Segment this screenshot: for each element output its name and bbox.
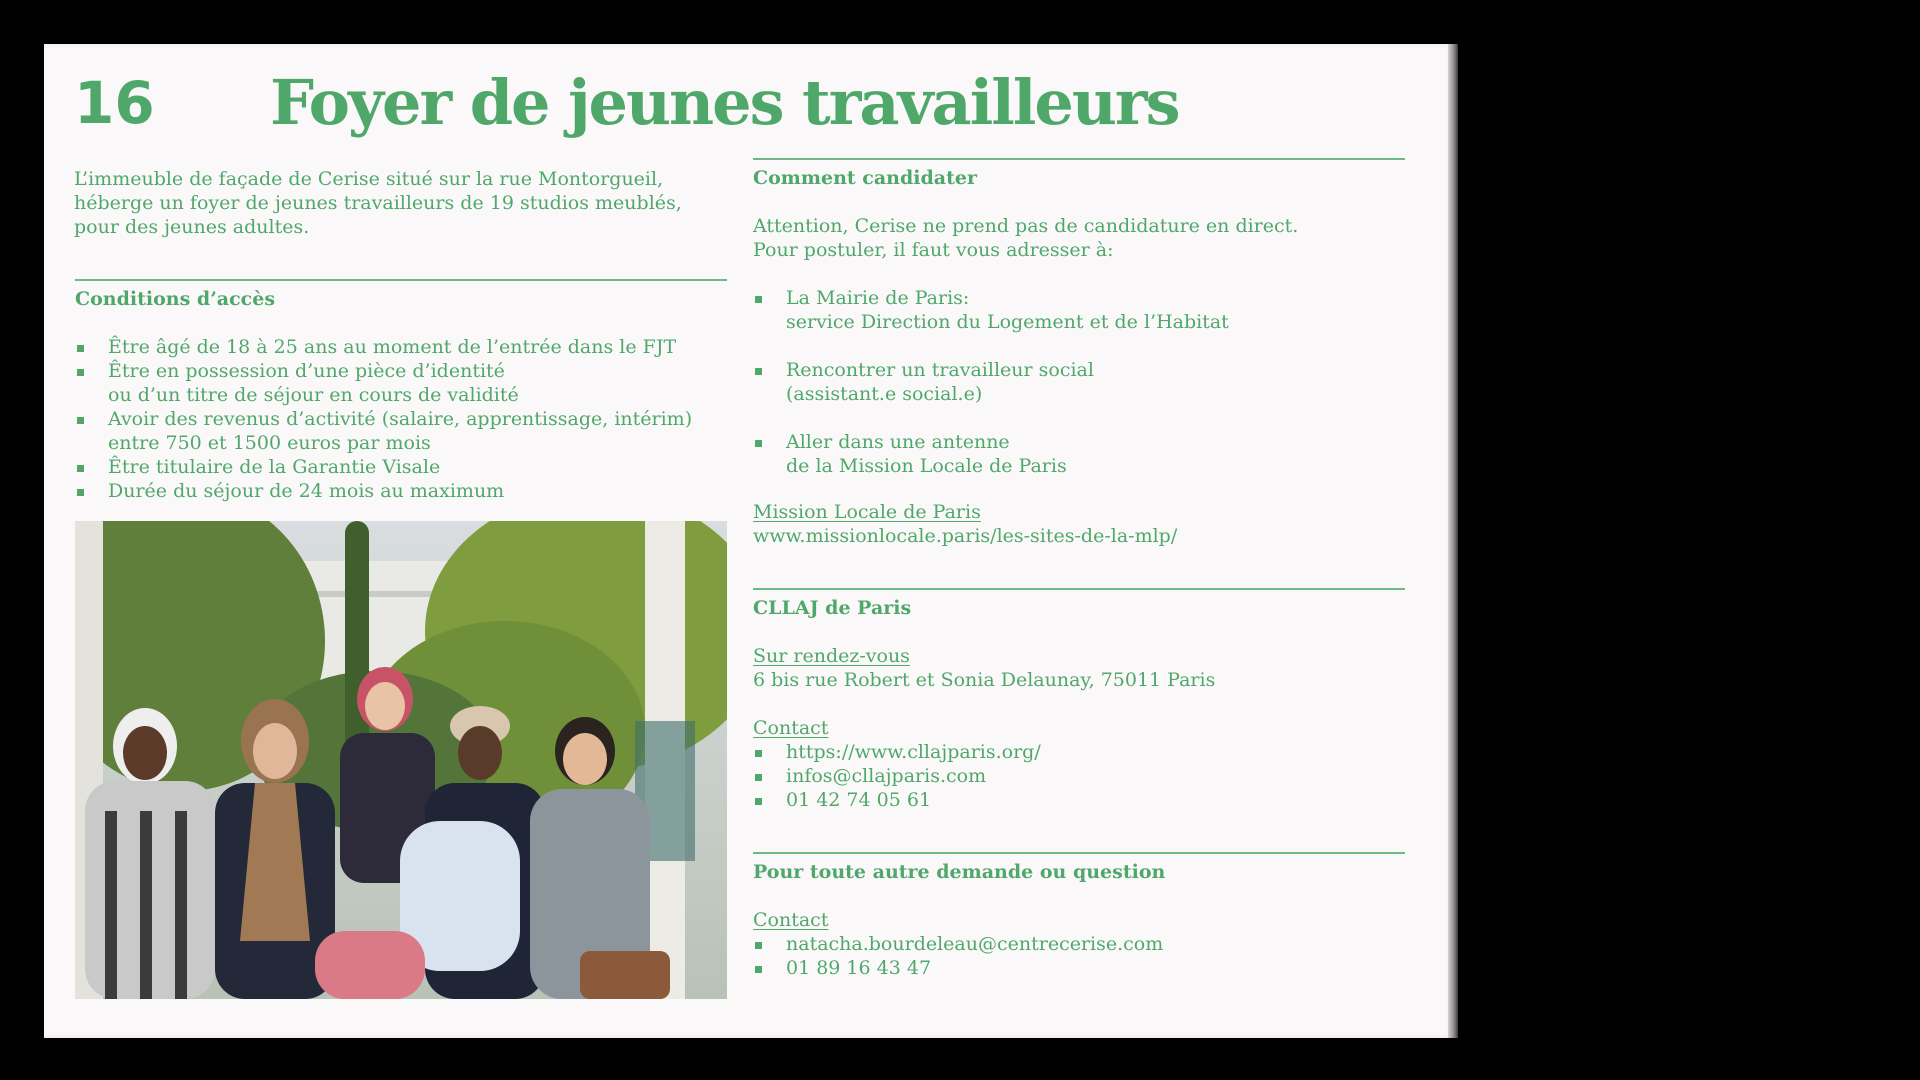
apply-heading: Comment candidater: [753, 167, 977, 189]
list-item: [753, 286, 1413, 334]
contact-link[interactable]: Contact: [753, 909, 829, 931]
apply-notice-line: Pour postuler, il faut vous adresser à:: [753, 239, 1114, 261]
cllaj-address: 6 bis rue Robert et Sonia Delaunay, 75011 Paris: [753, 669, 1216, 691]
conditions-list: [75, 335, 735, 503]
email-link[interactable]: infos@cllajparis.com: [786, 765, 987, 787]
intro-line: pour des jeunes adultes.: [74, 216, 310, 238]
divider-cllaj: [753, 588, 1405, 590]
list-item-line: Durée du séjour de 24 mois au maximum: [108, 480, 505, 502]
list-item: [75, 455, 735, 479]
divider-other: [753, 852, 1405, 854]
list-item-line: (assistant.e social.e): [786, 383, 983, 405]
list-item: [75, 407, 735, 455]
list-item: [75, 359, 735, 407]
other-heading: Pour toute autre demande ou question: [753, 861, 1166, 883]
apply-notice: [753, 214, 1298, 262]
list-item-line: Rencontrer un travailleur social: [786, 359, 1094, 381]
appointment-link[interactable]: Sur rendez-vous: [753, 645, 910, 667]
list-item-line: ou d’un titre de séjour en cours de validité: [108, 384, 519, 406]
mission-locale-url[interactable]: www.missionlocale.paris/les-sites-de-la-mlp/: [753, 525, 1178, 547]
contact-link[interactable]: Contact: [753, 717, 829, 739]
intro-line: L’immeuble de façade de Cerise situé sur la rue Montorgueil,: [74, 168, 664, 190]
list-item[interactable]: [753, 932, 1413, 956]
list-item-line: service Direction du Logement et de l’Habitat: [786, 311, 1229, 333]
page-edge: [1448, 44, 1458, 1038]
list-item-line: La Mairie de Paris:: [786, 287, 970, 309]
mission-locale-block: [753, 500, 1177, 548]
page-title: Foyer de jeunes travailleurs: [270, 66, 1179, 139]
group-photo: [75, 521, 727, 999]
list-item-line: Aller dans une antenne: [786, 431, 1010, 453]
list-item[interactable]: [753, 956, 1413, 980]
website-link[interactable]: https://www.cllajparis.org/: [786, 741, 1041, 763]
conditions-heading: Conditions d’accès: [75, 288, 276, 310]
list-item: [753, 358, 1413, 406]
cllaj-contact-label-block: [753, 716, 828, 740]
divider-apply: [753, 158, 1405, 160]
apply-list: [753, 286, 1413, 502]
list-item-line: de la Mission Locale de Paris: [786, 455, 1067, 477]
list-item: [753, 430, 1413, 478]
list-item[interactable]: [753, 764, 1413, 788]
other-contact-list: [753, 932, 1413, 980]
divider-conditions: [75, 279, 727, 281]
cllaj-heading: CLLAJ de Paris: [753, 597, 912, 619]
cllaj-appointment: [753, 644, 1215, 692]
list-item-line: Avoir des revenus d’activité (salaire, apprentissage, intérim): [108, 408, 693, 430]
mission-locale-link[interactable]: Mission Locale de Paris: [753, 501, 981, 523]
list-item: [75, 479, 735, 503]
intro-line: héberge un foyer de jeunes travailleurs de 19 studios meublés,: [74, 192, 682, 214]
list-item-line: entre 750 et 1500 euros par mois: [108, 432, 431, 454]
list-item-line: Être en possession d’une pièce d’identité: [108, 360, 505, 382]
intro-paragraph: [74, 167, 734, 239]
apply-notice-line: Attention, Cerise ne prend pas de candidature en direct.: [753, 215, 1299, 237]
other-contact-label-block: [753, 908, 828, 932]
phone-link[interactable]: 01 89 16 43 47: [786, 957, 932, 979]
section-number: 16: [74, 69, 155, 137]
list-item: [75, 335, 735, 359]
phone-link[interactable]: 01 42 74 05 61: [786, 789, 932, 811]
list-item-line: Être âgé de 18 à 25 ans au moment de l’entrée dans le FJT: [108, 336, 677, 358]
list-item[interactable]: [753, 740, 1413, 764]
list-item[interactable]: [753, 788, 1413, 812]
list-item-line: Être titulaire de la Garantie Visale: [108, 456, 441, 478]
cllaj-contact-list: [753, 740, 1413, 812]
email-link[interactable]: natacha.bourdeleau@centrecerise.com: [786, 933, 1164, 955]
